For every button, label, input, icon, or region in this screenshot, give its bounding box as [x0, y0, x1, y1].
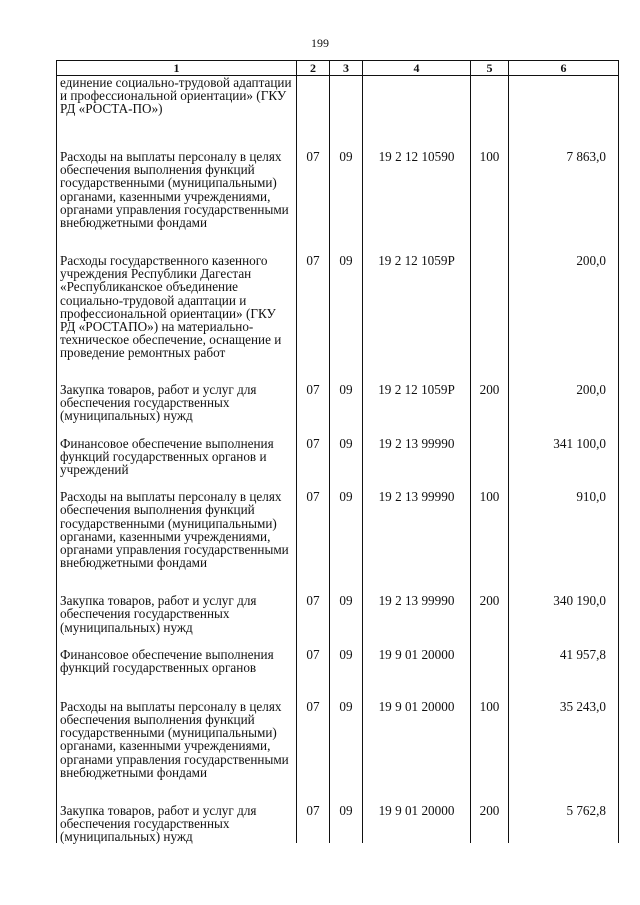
table-row [57, 580, 619, 634]
row-vr [471, 240, 508, 254]
row-vr: 200 [479, 382, 500, 397]
header-col-4: 4 [363, 61, 471, 76]
row-vr: 100 [479, 698, 500, 714]
row-csr: 19 9 01 20000 [378, 646, 455, 662]
row-sum: 41 957,8 [559, 646, 606, 662]
table-header-row [57, 61, 619, 76]
row-vr: 200 [479, 593, 500, 609]
row-rz: 07 [306, 593, 320, 609]
table-row [57, 240, 619, 369]
row-pr: 09 [339, 698, 353, 714]
table-row [57, 369, 619, 423]
row-csr: 19 2 13 99990 [378, 435, 455, 451]
row-vr [471, 423, 508, 437]
row-pr: 09 [339, 593, 353, 609]
table-row [57, 76, 619, 137]
row-sum: 200,0 [576, 382, 606, 397]
continuation-text: единение социально-трудовой адаптации и профессиональной ориентации» (ГКУ РД «РОСТА-ПО») [57, 76, 297, 137]
row-pr: 09 [339, 382, 353, 397]
table-row [57, 136, 619, 240]
row-rz: 07 [306, 489, 320, 505]
row-name: Закупка товаров, работ и услуг для обеспечения государственных (муниципальных) нужд [60, 593, 257, 635]
budget-table [56, 60, 619, 843]
row-name: Закупка товаров, работ и услуг для обеспечения государственных (муниципальных) нужд [60, 802, 257, 845]
row-sum: 340 190,0 [553, 593, 606, 609]
row-sum: 200,0 [576, 253, 606, 268]
header-col-1: 1 [57, 61, 297, 76]
row-csr: 19 2 12 1059Р [378, 382, 455, 397]
row-pr: 09 [339, 149, 353, 164]
row-vr [471, 634, 508, 648]
row-pr: 09 [339, 489, 353, 505]
header-col-3: 3 [330, 61, 363, 76]
row-rz: 07 [306, 253, 320, 268]
row-rz: 07 [306, 382, 320, 397]
row-name: Расходы на выплаты персоналу в целях обеспечения выполнения функций государственными (муниципальными) органами, казенными учреждениями, органами управления государственными внебюджетными фондами [60, 489, 289, 571]
table-row [57, 686, 619, 790]
row-csr: 19 2 13 99990 [378, 489, 455, 505]
row-pr: 09 [339, 253, 353, 268]
row-pr: 09 [339, 802, 353, 818]
header-col-5: 5 [471, 61, 509, 76]
row-name: Закупка товаров, работ и услуг для обеспечения государственных (муниципальных) нужд [60, 382, 257, 424]
row-csr: 19 2 12 10590 [378, 149, 455, 164]
row-rz: 07 [306, 435, 320, 451]
row-pr: 09 [339, 435, 353, 451]
row-pr: 09 [339, 646, 353, 662]
header-col-6: 6 [509, 61, 619, 76]
table-row [57, 423, 619, 477]
page-number: 199 [311, 36, 329, 50]
row-csr: 19 2 13 99990 [378, 593, 455, 609]
row-vr: 100 [479, 489, 500, 505]
row-name: Расходы государственного казенного учреждения Республики Дагестан «Республиканское объединение социально-трудовой адаптации и профессиональной ориентации» (ГКУ РД «РОСТАПО») на материально-техническое обеспечение, оснащение и проведение ремонтных работ [60, 253, 282, 361]
row-csr: 19 2 12 1059Р [378, 253, 455, 268]
row-csr: 19 9 01 20000 [378, 802, 455, 818]
row-rz: 07 [306, 802, 320, 818]
header-col-2: 2 [297, 61, 330, 76]
row-rz: 07 [306, 646, 320, 662]
row-sum: 35 243,0 [559, 698, 606, 714]
row-sum: 7 863,0 [566, 149, 606, 164]
row-name: Финансовое обеспечение выполнения функций государственных органов и учреждений [60, 435, 274, 478]
row-sum: 910,0 [576, 489, 606, 505]
row-sum: 5 762,8 [566, 802, 606, 818]
table-row [57, 634, 619, 686]
row-rz: 07 [306, 149, 320, 164]
table-row [57, 476, 619, 580]
row-csr: 19 9 01 20000 [378, 698, 455, 714]
row-name: Расходы на выплаты персоналу в целях обеспечения выполнения функций государственными (муниципальными) органами, казенными учреждениями, органами управления государственными внебюджетными фондами [60, 698, 289, 780]
table-row [57, 790, 619, 844]
row-sum: 341 100,0 [553, 435, 606, 451]
row-vr: 100 [479, 149, 500, 164]
row-name: Финансовое обеспечение выполнения функций государственных органов [60, 646, 274, 676]
row-rz: 07 [306, 698, 320, 714]
row-name: Расходы на выплаты персоналу в целях обеспечения выполнения функций государственными (муниципальными) органами, казенными учреждениями, органами управления государственными внебюджетными фондами [60, 149, 289, 231]
row-vr: 200 [479, 802, 500, 818]
